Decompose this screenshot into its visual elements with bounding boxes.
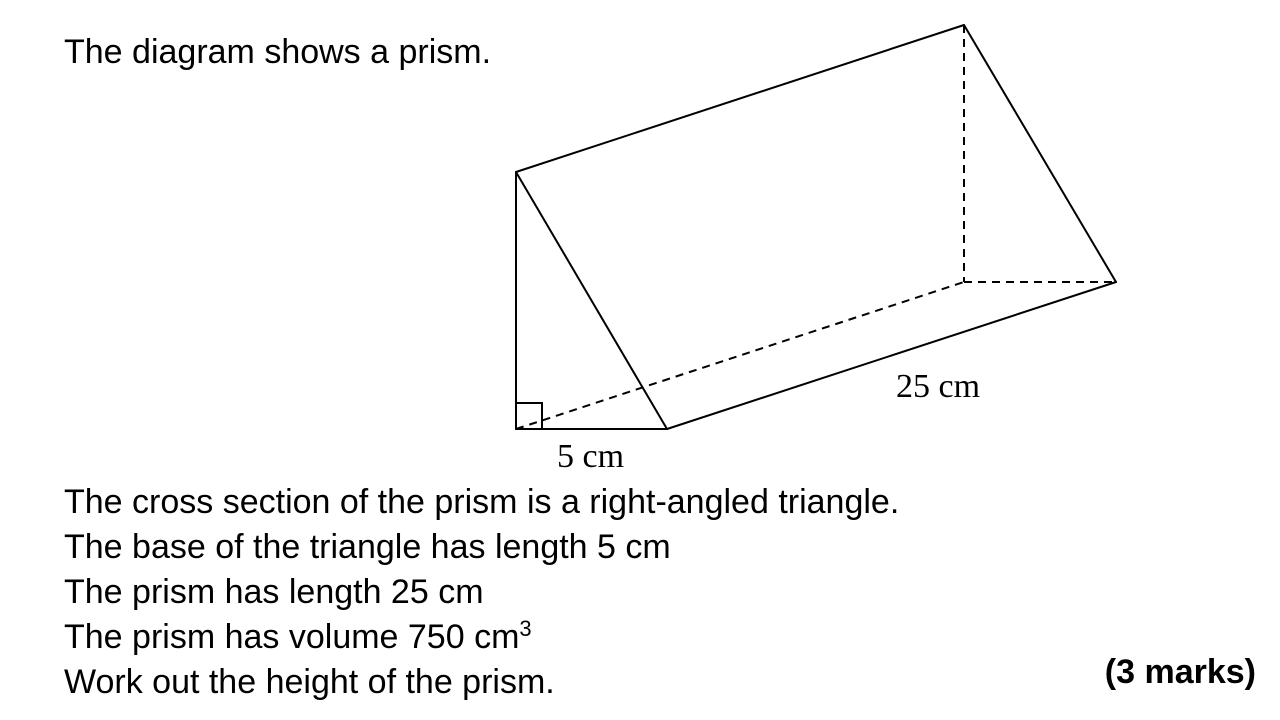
- front-hypotenuse-edge: [516, 172, 667, 429]
- volume-unit-exponent: 3: [519, 616, 532, 641]
- right-angle-marker: [516, 403, 542, 429]
- back-hypotenuse-edge: [964, 25, 1116, 282]
- bottom-length-edge: [667, 282, 1116, 429]
- question-statements: [64, 480, 899, 705]
- prism-length-label: 25 cm: [896, 368, 981, 405]
- statement-volume: [64, 615, 899, 660]
- top-length-edge: [516, 25, 964, 172]
- hidden-length-edge: [516, 282, 964, 429]
- base-length-label: 5 cm: [557, 438, 625, 475]
- statement-base-length: The base of the triangle has length 5 cm: [64, 528, 671, 566]
- statement-prism-length: The prism has length 25 cm: [64, 573, 484, 611]
- intro-text: The diagram shows a prism.: [64, 33, 492, 71]
- statement-task: Work out the height of the prism.: [64, 663, 555, 701]
- volume-text: The prism has volume 750 cm: [64, 618, 520, 656]
- statement-cross-section: The cross section of the prism is a right-angled triangle.: [64, 483, 900, 521]
- marks-label: (3 marks): [1104, 653, 1256, 691]
